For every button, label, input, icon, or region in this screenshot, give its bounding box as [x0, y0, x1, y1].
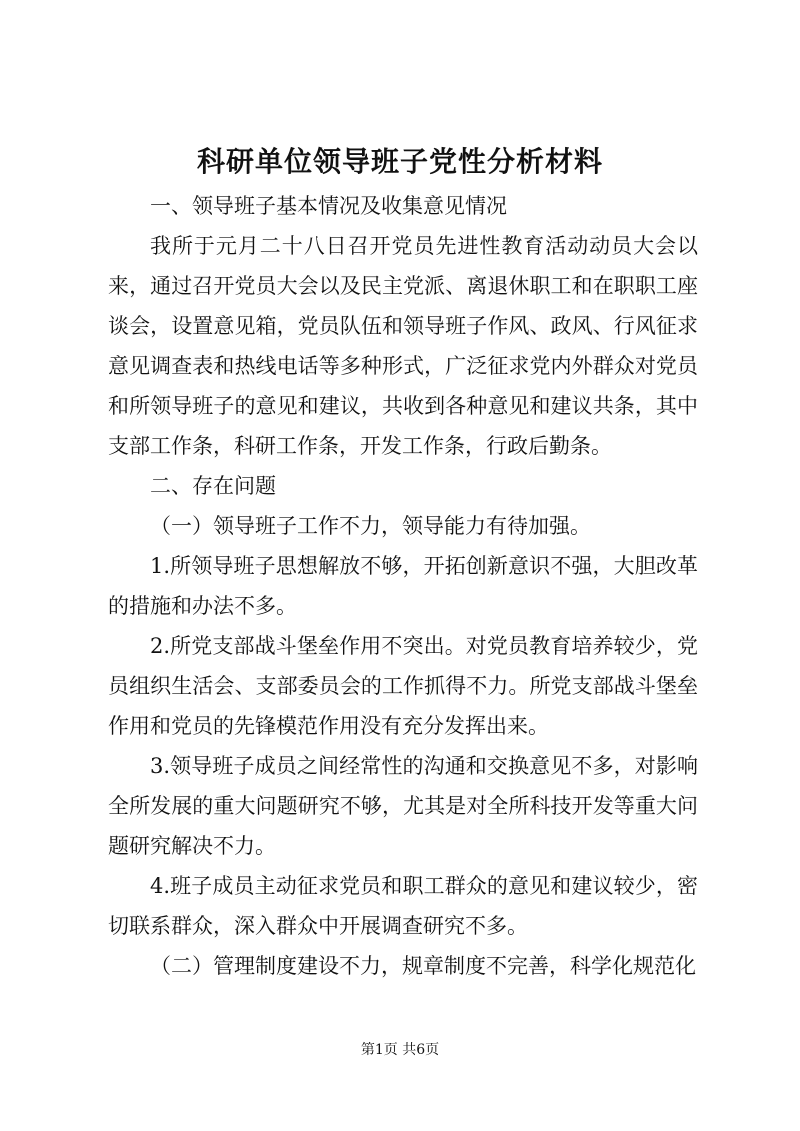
- list-item-2: 2.所党支部战斗堡垒作用不突出。对党员教育培养较少，党员组织生活会、支部委员会的工作抓得不力。所党支部战斗堡垒作用和党员的先锋模范作用没有充分发挥出来。: [108, 634, 698, 738]
- list-item-4: 4.班子成员主动征求党员和职工群众的意见和建议较少，密切联系群众，深入群众中开展调查研究不多。: [108, 874, 698, 938]
- paragraph-1: 我所于元月二十八日召开党员先进性教育活动动员大会以来，通过召开党员大会以及民主党派、离退休职工和在职职工座谈会，设置意见箱，党员队伍和领导班子作风、政风、行风征求意见调查表和热线电话等多种形式，广泛征求党内外群众对党员和所领导班子的意见和建议，共收到各种意见和建议共条，其中支部工作条，科研工作条，开发工作条，行政后勤条。: [108, 234, 698, 458]
- document-body: [108, 186, 698, 986]
- page-footer: 第1页 共6页: [360, 1042, 440, 1058]
- subsection-heading-2: （二）管理制度建设不力，规章制度不完善，科学化规范化: [150, 954, 696, 978]
- section-heading-2: 二、存在问题: [150, 474, 276, 498]
- subsection-heading-1: （一）领导班子工作不力，领导能力有待加强。: [150, 514, 591, 538]
- document-title: 科研单位领导班子党性分析材料: [196, 145, 603, 178]
- section-heading-1: 一、领导班子基本情况及收集意见情况: [150, 194, 507, 218]
- list-item-3: 3.领导班子成员之间经常性的沟通和交换意见不多，对影响全所发展的重大问题研究不够，尤其是对全所科技开发等重大问题研究解决不力。: [108, 754, 698, 858]
- list-item-1: 1.所领导班子思想解放不够，开拓创新意识不强，大胆改革的措施和办法不多。: [108, 554, 698, 618]
